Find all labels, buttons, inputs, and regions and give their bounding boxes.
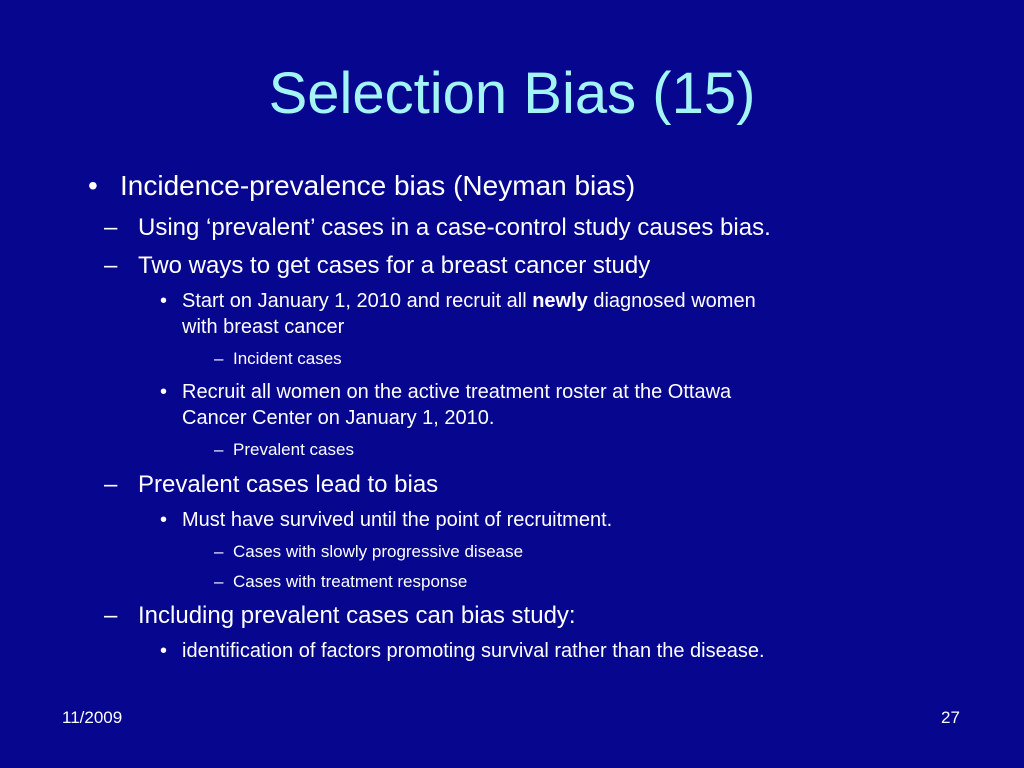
- level1-bullet: •: [88, 170, 98, 201]
- dash-marker: –: [104, 252, 118, 279]
- dash-marker: –: [214, 572, 224, 591]
- footer-page-number: 27: [941, 708, 960, 727]
- item-start-january: [182, 290, 756, 313]
- dash-marker: –: [104, 471, 118, 498]
- item-start-january-text-end: diagnosed women: [587, 290, 756, 312]
- sub-bullet-including-prevalent: Including prevalent cases can bias study:: [138, 602, 576, 629]
- dash-marker: –: [104, 602, 118, 629]
- item-prevalent-cases: Prevalent cases: [233, 440, 354, 459]
- footer-date: 11/2009: [62, 708, 123, 727]
- dash-marker: –: [214, 542, 224, 561]
- emphasis-newly: newly: [532, 290, 588, 312]
- item-identification-factors: identification of factors promoting survival rather than the disease.: [182, 640, 765, 662]
- item-start-january-text: Start on January 1, 2010 and recruit all: [182, 290, 533, 312]
- dash-marker: –: [214, 349, 224, 368]
- dash-marker: –: [214, 440, 224, 459]
- dash-marker: –: [104, 214, 118, 241]
- item-treatment-response: Cases with treatment response: [233, 572, 468, 591]
- level3-bullet: •: [160, 381, 168, 403]
- level3-bullet: •: [160, 290, 168, 312]
- bullet-neyman-bias: Incidence-prevalence bias (Neyman bias): [120, 170, 636, 201]
- item-recruit-roster-cont: Cancer Center on January 1, 2010.: [182, 407, 495, 429]
- level3-bullet: •: [160, 509, 168, 531]
- item-recruit-roster: Recruit all women on the active treatment roster at the Ottawa: [182, 381, 732, 403]
- sub-bullet-prevalent-cases: Using ‘prevalent’ cases in a case-control study causes bias.: [138, 214, 771, 241]
- item-start-january-cont: with breast cancer: [182, 316, 345, 338]
- item-incident-cases: Incident cases: [233, 349, 342, 368]
- item-must-survive: Must have survived until the point of recruitment.: [182, 509, 613, 531]
- item-slowly-progressive: Cases with slowly progressive disease: [233, 542, 524, 561]
- level3-bullet: •: [160, 640, 168, 662]
- sub-bullet-lead-to-bias: Prevalent cases lead to bias: [138, 471, 439, 498]
- sub-bullet-two-ways: Two ways to get cases for a breast cancer study: [138, 252, 651, 279]
- slide-title: Selection Bias (15): [268, 61, 756, 126]
